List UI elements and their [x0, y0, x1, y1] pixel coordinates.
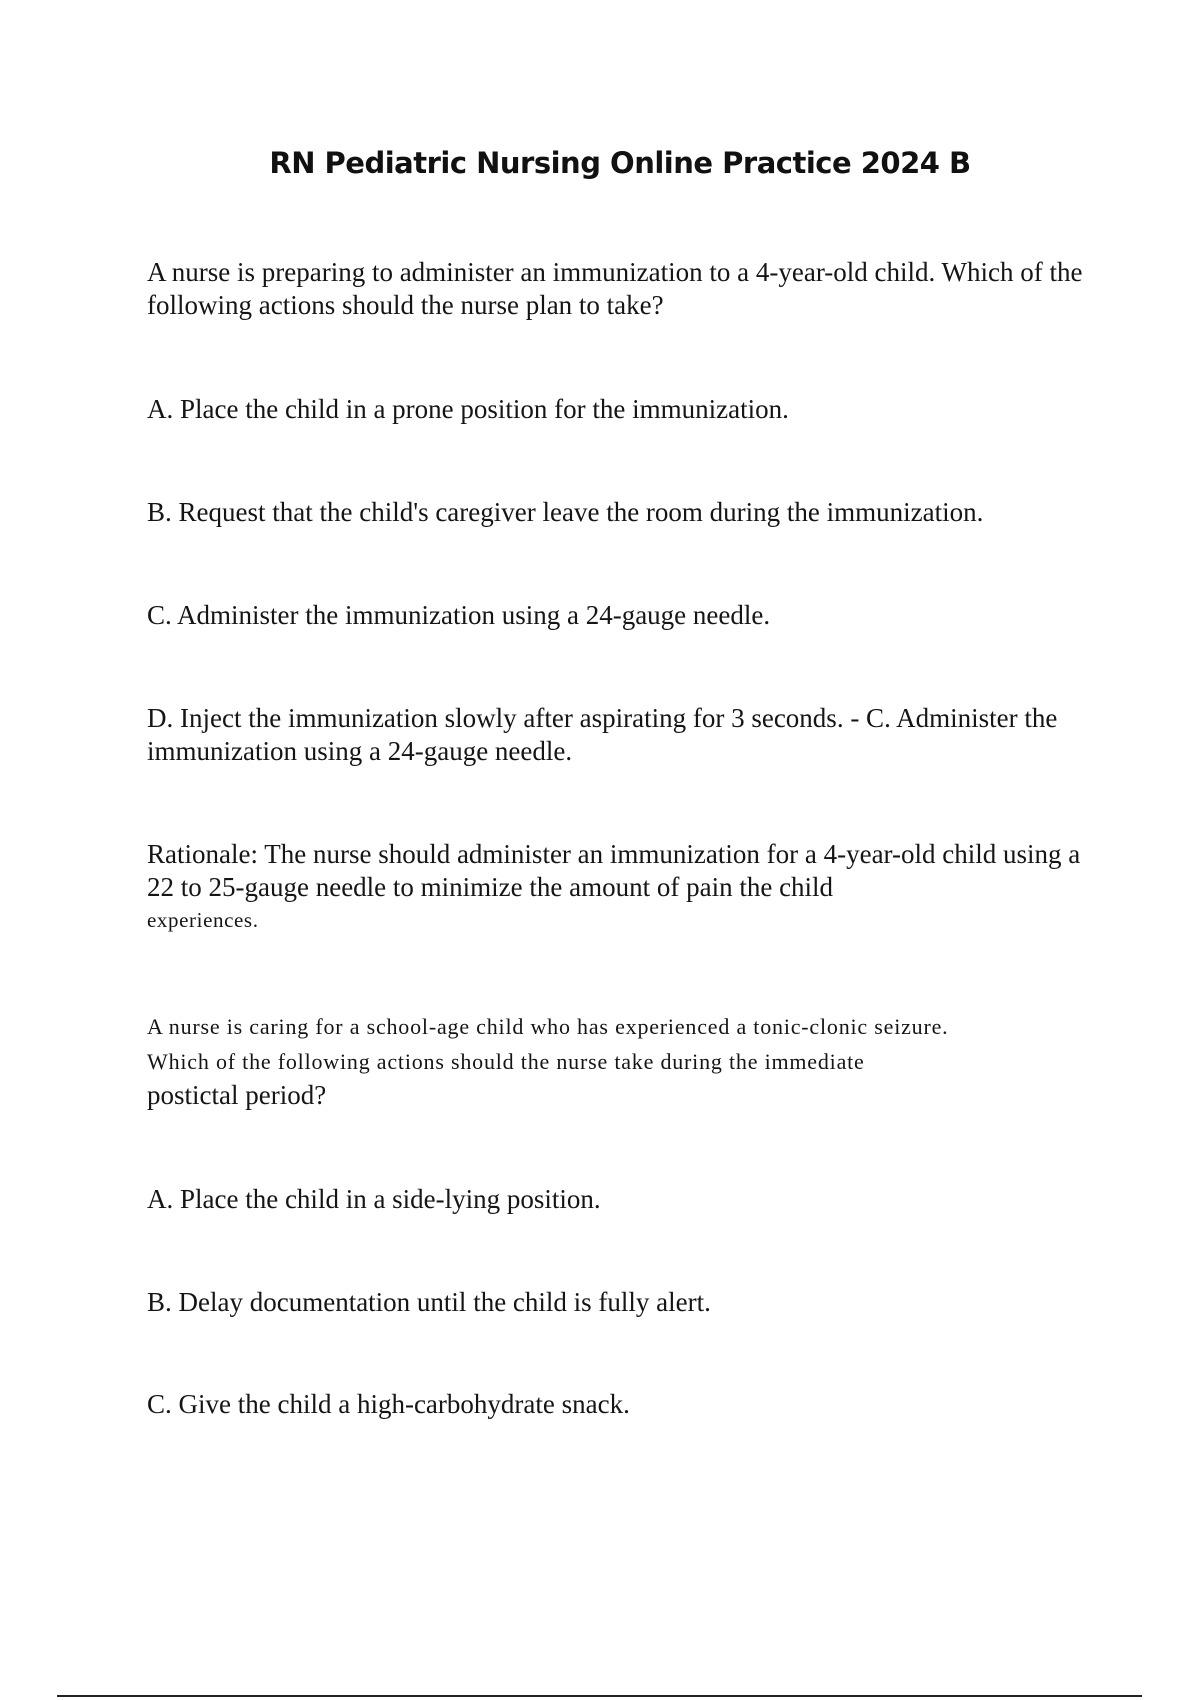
question-2-stem-line-3: postictal period? — [147, 1080, 327, 1110]
rationale-text-end: experiences. — [147, 908, 259, 932]
question-1-rationale — [147, 838, 1097, 937]
question-1-option-a: A. Place the child in a prone position for the immunization. — [147, 394, 789, 424]
question-1-option-c: C. Administer the immunization using a 24-gauge needle. — [147, 600, 771, 630]
question-1-stem: A nurse is preparing to administer an immunization to a 4-year-old child. Which of the following actions should the nurse plan to take? — [147, 257, 1083, 320]
question-1-option-d: D. Inject the immunization slowly after aspirating for 3 seconds. - C. Administer the immunization using a 24-gauge needle. — [147, 703, 1058, 766]
question-1-option-b: B. Request that the child's caregiver leave the room during the immunization. — [147, 497, 984, 527]
page-footer-rule — [57, 1695, 1142, 1697]
question-2-stem — [147, 1009, 1147, 1112]
question-2-stem-line-1: A nurse is caring for a school-age child who has experienced a tonic-clonic seizure. — [147, 1014, 949, 1039]
question-2-option-b: B. Delay documentation until the child is fully alert. — [147, 1287, 711, 1317]
rationale-text: Rationale: The nurse should administer an immunization for a 4-year-old child using a 22 to 25-gauge needle to minimize the amount of pain the child — [147, 839, 1081, 902]
page-title: RN Pediatric Nursing Online Practice 2024 B — [269, 146, 971, 180]
question-2-stem-line-2: Which of the following actions should the nurse take during the immediate — [147, 1049, 865, 1074]
question-2-option-a: A. Place the child in a side-lying position. — [147, 1184, 601, 1214]
question-2-option-c: C. Give the child a high-carbohydrate snack. — [147, 1389, 630, 1419]
